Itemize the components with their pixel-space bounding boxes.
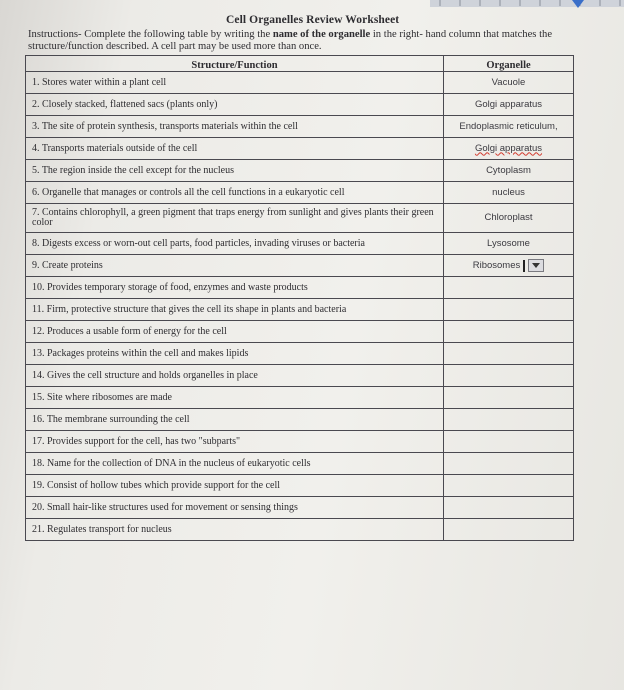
table-row — [26, 453, 574, 475]
organelle-answer-cell[interactable] — [444, 453, 574, 475]
function-description: 11. Firm, protective structure that gives the cell its shape in plants and bacteria — [26, 299, 444, 321]
function-description: 8. Digests excess or worn-out cell parts, food particles, invading viruses or bacteria — [26, 233, 444, 255]
table-row — [26, 233, 574, 255]
organelle-answer-cell[interactable] — [444, 387, 574, 409]
answer-with-dropdown[interactable] — [473, 259, 545, 272]
table-row — [26, 497, 574, 519]
organelle-answer: Ribosomes — [472, 259, 521, 271]
function-description: 4. Transports materials outside of the cell — [26, 138, 444, 160]
table-row — [26, 519, 574, 541]
organelle-answer-cell[interactable] — [444, 182, 574, 204]
table-row — [26, 116, 574, 138]
organelle-answer-cell[interactable] — [444, 343, 574, 365]
organelle-answer-cell[interactable] — [444, 519, 574, 541]
function-description: 16. The membrane surrounding the cell — [26, 409, 444, 431]
table-header-row — [26, 56, 574, 72]
organelle-answer-cell[interactable] — [444, 475, 574, 497]
function-description: 15. Site where ribosomes are made — [26, 387, 444, 409]
organelle-answer: nucleus — [492, 186, 525, 198]
organelle-answer-cell[interactable] — [444, 299, 574, 321]
function-description: 1. Stores water within a plant cell — [26, 72, 444, 94]
instructions-bold: name of the organelle — [272, 29, 371, 40]
organelle-answer: Golgi apparatus — [474, 142, 543, 154]
organelle-answer-cell[interactable] — [444, 321, 574, 343]
organelle-answer-cell[interactable] — [444, 94, 574, 116]
function-description: 2. Closely stacked, flattened sacs (plants only) — [26, 94, 444, 116]
function-description: 19. Consist of hollow tubes which provide support for the cell — [26, 475, 444, 497]
organelle-answer-cell[interactable] — [444, 233, 574, 255]
header-organelle: Organelle — [444, 56, 574, 72]
table-row — [26, 94, 574, 116]
organelle-answer-cell[interactable] — [444, 204, 574, 233]
function-description: 14. Gives the cell structure and holds organelles in place — [26, 365, 444, 387]
function-description: 20. Small hair-like structures used for movement or sensing things — [26, 497, 444, 519]
organelle-answer: Golgi apparatus — [474, 98, 543, 110]
organelle-answer-cell[interactable] — [444, 72, 574, 94]
table-row — [26, 321, 574, 343]
organelle-answer-cell[interactable] — [444, 160, 574, 182]
function-description: 7. Contains chlorophyll, a green pigment that traps energy from sunlight and gives plants their green color — [26, 204, 444, 233]
organelle-answer-cell[interactable] — [444, 409, 574, 431]
function-description: 9. Create proteins — [26, 255, 444, 277]
worksheet-title: Cell Organelles Review Worksheet — [226, 14, 400, 26]
table-row — [26, 204, 574, 233]
organelle-answer-cell[interactable] — [444, 255, 574, 277]
organelle-answer: Chloroplast — [484, 212, 533, 223]
table-row — [26, 343, 574, 365]
organelle-answer-cell[interactable] — [444, 138, 574, 160]
table-row — [26, 138, 574, 160]
dropdown-arrow-icon[interactable] — [528, 259, 544, 272]
function-description: 13. Packages proteins within the cell and makes lipids — [26, 343, 444, 365]
organelle-answer: Lysosome — [487, 237, 530, 249]
instructions-prefix: Instructions- Complete the following table by writing the — [28, 29, 271, 40]
function-description: 18. Name for the collection of DNA in the nucleus of eukaryotic cells — [26, 453, 444, 475]
function-description: 10. Provides temporary storage of food, enzymes and waste products — [26, 277, 444, 299]
function-description: 3. The site of protein synthesis, transports materials within the cell — [26, 116, 444, 138]
function-description: 6. Organelle that manages or controls all the cell functions in a eukaryotic cell — [26, 182, 444, 204]
function-description: 17. Provides support for the cell, has two "subparts" — [26, 431, 444, 453]
table-row — [26, 277, 574, 299]
table-row — [26, 255, 574, 277]
table-row — [26, 182, 574, 204]
organelle-table — [25, 55, 574, 541]
organelle-answer-cell[interactable] — [444, 116, 574, 138]
organelle-answer: Endoplasmic reticulum, — [459, 120, 558, 132]
instructions — [28, 29, 588, 52]
header-structure-function: Structure/Function — [26, 56, 444, 72]
table-row — [26, 409, 574, 431]
table-row — [26, 72, 574, 94]
organelle-answer: Vacuole — [491, 76, 526, 88]
organelle-answer-cell[interactable] — [444, 497, 574, 519]
function-description: 12. Produces a usable form of energy for the cell — [26, 321, 444, 343]
organelle-answer-cell[interactable] — [444, 277, 574, 299]
table-row — [26, 160, 574, 182]
text-cursor — [523, 260, 525, 272]
organelle-answer-cell[interactable] — [444, 431, 574, 453]
table-row — [26, 387, 574, 409]
function-description: 5. The region inside the cell except for the nucleus — [26, 160, 444, 182]
function-description: 21. Regulates transport for nucleus — [26, 519, 444, 541]
organelle-answer: Cytoplasm — [486, 164, 531, 176]
instructions-suffix: in the right- hand column that matches the structure/function described. A cell part may be used more than once. — [28, 29, 553, 52]
table-row — [26, 299, 574, 321]
table-row — [26, 475, 574, 497]
table-row — [26, 431, 574, 453]
organelle-answer-cell[interactable] — [444, 365, 574, 387]
table-row — [26, 365, 574, 387]
